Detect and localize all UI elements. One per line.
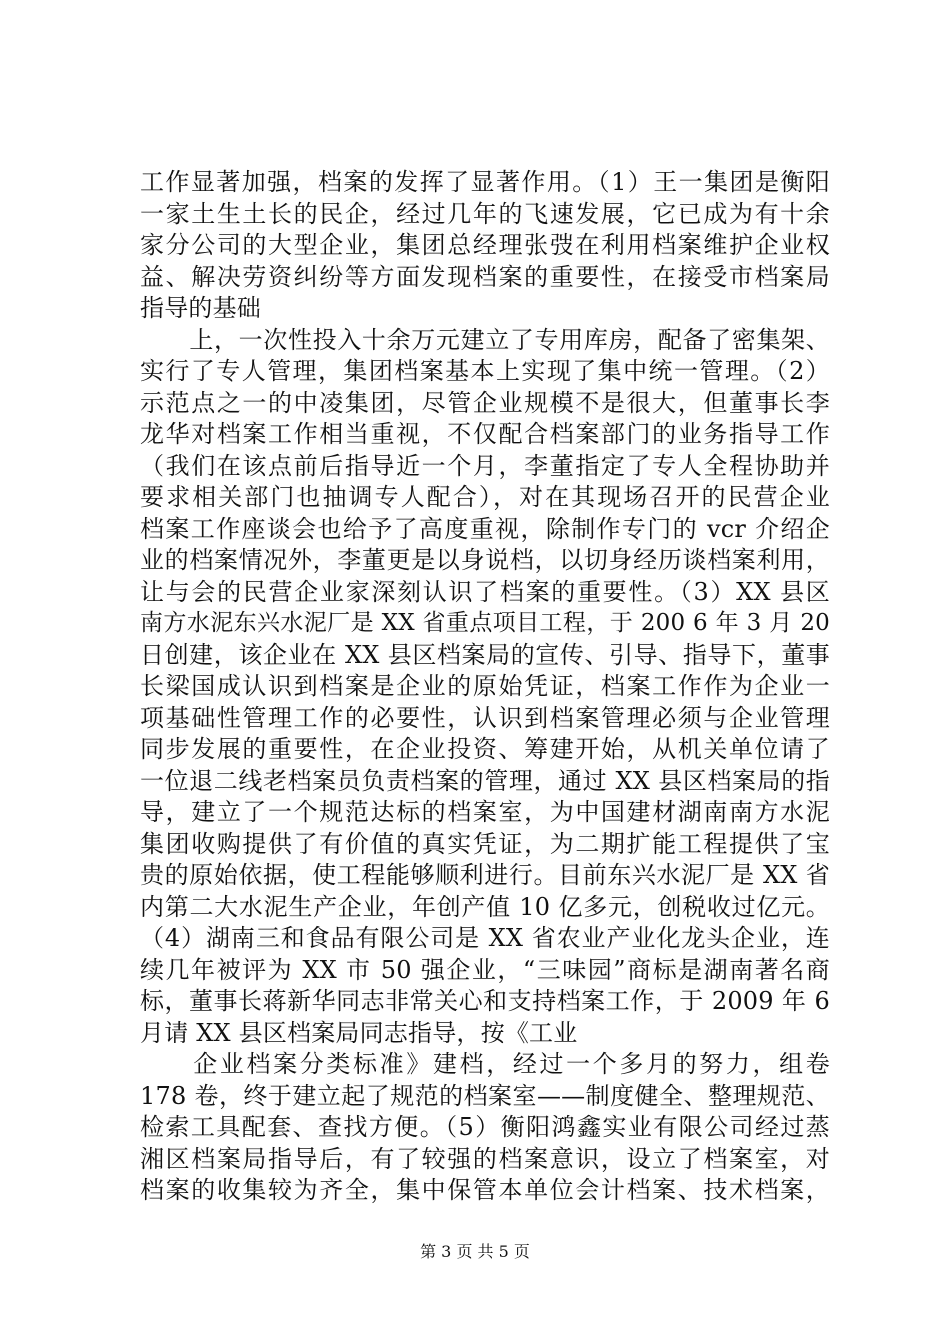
text-line: 长梁国成认识到档案是企业的原始凭证，档案工作作为企业一 (140, 672, 830, 700)
text-line: 项基础性管理工作的必要性，认识到档案管理必须与企业管理 (140, 703, 830, 732)
text-line: 内第二大水泥生产企业，年创产值 10 亿多元，创税收过亿元。 (140, 892, 830, 921)
text-line: 要求相关部门也抽调专人配合），对在其现场召开的民营企业 (140, 483, 830, 511)
text-line: 业的档案情况外，李董更是以身说档，以切身经历谈档案利用， (140, 546, 830, 574)
text-line: 一家土生土长的民企，经过几年的飞速发展，它已成为有十余 (140, 199, 830, 228)
page-footer (0, 1242, 950, 1262)
text-line: 标，董事长蒋新华同志非常关心和支持档案工作，于 2009 年 6 (140, 987, 830, 1015)
text-line: 上，一次性投入十余万元建立了专用库房，配备了密集架、 (140, 325, 830, 354)
text-line: 湘区档案局指导后，有了较强的档案意识，设立了档案室，对 (140, 1144, 830, 1173)
text-line: 益、解决劳资纠纷等方面发现档案的重要性，在接受市档案局 (140, 262, 830, 291)
text-line: 178 卷，终于建立起了规范的档案室——制度健全、整理规范、 (140, 1081, 830, 1110)
body-text (140, 167, 830, 1207)
text-line: 检索工具配套、查找方便。（5）衡阳鸿鑫实业有限公司经过蒸 (140, 1113, 830, 1141)
text-line: （4）湖南三和食品有限公司是 XX 省农业产业化龙头企业，连 (140, 924, 830, 952)
text-line: 档案工作座谈会也给予了高度重视，除制作专门的 vcr 介绍企 (140, 514, 830, 543)
text-line: 工作显著加强，档案的发挥了显著作用。（1）王一集团是衡阳 (140, 168, 830, 196)
text-line: 同步发展的重要性，在企业投资、筹建开始，从机关单位请了 (140, 735, 830, 763)
text-line: 示范点之一的中凌集团，尽管企业规模不是很大，但董事长李 (140, 388, 830, 417)
text-line: 龙华对档案工作相当重视，不仅配合档案部门的业务指导工作 (140, 420, 830, 448)
text-line: 集团收购提供了有价值的真实凭证，为二期扩能工程提供了宝 (140, 829, 830, 858)
text-line: 南方水泥东兴水泥厂是 XX 省重点项目工程，于 200 6 年 3 月 20 (140, 610, 830, 636)
text-line: 让与会的民营企业家深刻认识了档案的重要性。（3）XX 县区 (140, 577, 830, 606)
text-line: 月请 XX 县区档案局同志指导，按《工业 (140, 1018, 578, 1047)
text-line: 日创建，该企业在 XX 县区档案局的宣传、引导、指导下，董事 (140, 640, 830, 669)
text-line: 导，建立了一个规范达标的档案室，为中国建材湖南南方水泥 (140, 798, 830, 826)
text-line: 家分公司的大型企业，集团总经理张弢在利用档案维护企业权 (140, 231, 830, 259)
text-line: 企业档案分类标准》建档，经过一个多月的努力，组卷 (140, 1050, 830, 1078)
text-line: （我们在该点前后指导近一个月，李董指定了专人全程协助并 (140, 451, 830, 480)
page-indicator: 第 3 页 共 5 页 (420, 1242, 530, 1261)
text-line: 实行了专人管理，集团档案基本上实现了集中统一管理。（2） (140, 357, 830, 385)
text-line: 指导的基础 (140, 294, 261, 322)
text-line: 贵的原始依据，使工程能够顺利进行。目前东兴水泥厂是 XX 省 (140, 861, 830, 889)
text-line: 续几年被评为 XX 市 50 强企业，“三味园”商标是湖南著名商 (140, 955, 830, 984)
text-line: 档案的收集较为齐全，集中保管本单位会计档案、技术档案， (140, 1176, 830, 1204)
text-line: 一位退二线老档案员负责档案的管理，通过 XX 县区档案局的指 (140, 766, 830, 795)
